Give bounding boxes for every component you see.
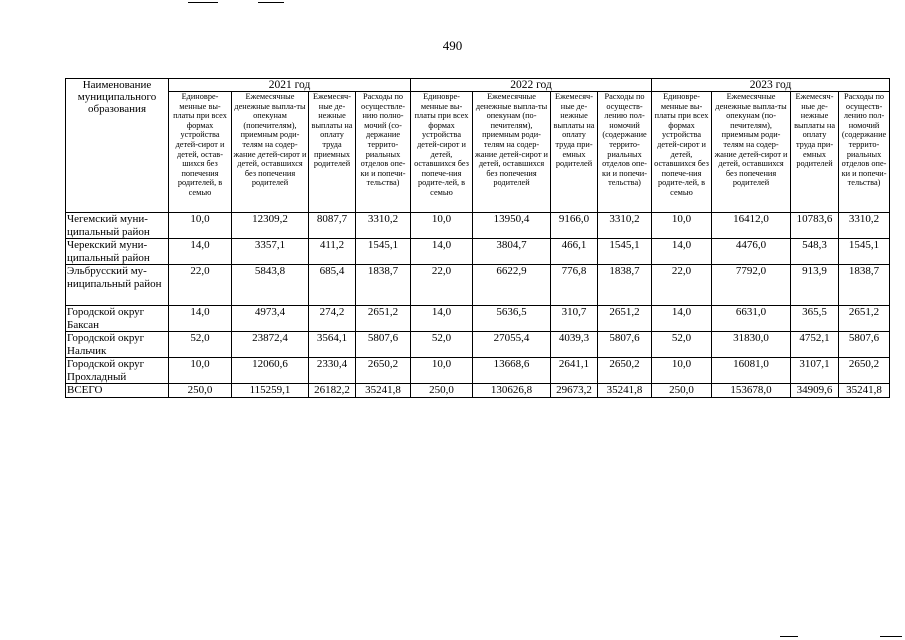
value-cell: 5636,5 bbox=[473, 306, 551, 332]
value-cell: 35241,8 bbox=[598, 384, 652, 398]
column-header: Ежемесяч-ные де-нежные выплаты на оплату труда при-емных родителей bbox=[551, 92, 598, 213]
value-cell: 22,0 bbox=[652, 265, 712, 306]
value-cell: 4039,3 bbox=[551, 332, 598, 358]
value-cell: 22,0 bbox=[411, 265, 473, 306]
page-number: 490 bbox=[442, 38, 463, 53]
column-header: Ежемесячные денежные выпла-ты опекунам (по-печителям), приемным роди-телям на содер-жание детей-сирот и детей, оставшихся без попечения родителей bbox=[712, 92, 791, 213]
value-cell: 52,0 bbox=[652, 332, 712, 358]
value-cell: 8087,7 bbox=[309, 213, 356, 239]
table-row bbox=[66, 213, 890, 239]
value-cell: 2641,1 bbox=[551, 358, 598, 384]
municipality-name-cell: Чегемский муни-ципальный район bbox=[66, 213, 169, 239]
table-body bbox=[66, 213, 890, 398]
value-cell: 3310,2 bbox=[839, 213, 890, 239]
value-cell: 10,0 bbox=[411, 358, 473, 384]
budget-table bbox=[65, 78, 890, 398]
value-cell: 9166,0 bbox=[551, 213, 598, 239]
value-cell: 250,0 bbox=[411, 384, 473, 398]
value-cell: 913,9 bbox=[791, 265, 839, 306]
value-cell: 3107,1 bbox=[791, 358, 839, 384]
value-cell: 10783,6 bbox=[791, 213, 839, 239]
value-cell: 6631,0 bbox=[712, 306, 791, 332]
value-cell: 130626,8 bbox=[473, 384, 551, 398]
value-cell: 548,3 bbox=[791, 239, 839, 265]
table-row bbox=[66, 358, 890, 384]
value-cell: 13668,6 bbox=[473, 358, 551, 384]
municipality-name-cell: Эльбрусский му-ниципальный район bbox=[66, 265, 169, 306]
value-cell: 115259,1 bbox=[232, 384, 309, 398]
column-header: Единовре-менные вы-платы при всех формах устройства детей-сирот и детей, остав-шихся без попечения родителей, в семью bbox=[169, 92, 232, 213]
municipality-name-cell: Городской округ Прохладный bbox=[66, 358, 169, 384]
municipality-name-cell: ВСЕГО bbox=[66, 384, 169, 398]
value-cell: 14,0 bbox=[411, 239, 473, 265]
value-cell: 23872,4 bbox=[232, 332, 309, 358]
value-cell: 2651,2 bbox=[839, 306, 890, 332]
value-cell: 5807,6 bbox=[356, 332, 411, 358]
value-cell: 10,0 bbox=[652, 358, 712, 384]
value-cell: 153678,0 bbox=[712, 384, 791, 398]
value-cell: 1545,1 bbox=[598, 239, 652, 265]
value-cell: 35241,8 bbox=[356, 384, 411, 398]
value-cell: 35241,8 bbox=[839, 384, 890, 398]
value-cell: 14,0 bbox=[652, 239, 712, 265]
value-cell: 5807,6 bbox=[598, 332, 652, 358]
table-row bbox=[66, 384, 890, 398]
value-cell: 52,0 bbox=[411, 332, 473, 358]
value-cell: 13950,4 bbox=[473, 213, 551, 239]
value-cell: 776,8 bbox=[551, 265, 598, 306]
column-header: Единовре-менные вы-платы при всех формах устройства детей-сирот и детей, оставшихся без попече-ния родите-лей, в семью bbox=[652, 92, 712, 213]
value-cell: 4973,4 bbox=[232, 306, 309, 332]
value-cell: 10,0 bbox=[652, 213, 712, 239]
value-cell: 22,0 bbox=[169, 265, 232, 306]
value-cell: 16081,0 bbox=[712, 358, 791, 384]
value-cell: 274,2 bbox=[309, 306, 356, 332]
table-row bbox=[66, 239, 890, 265]
value-cell: 3804,7 bbox=[473, 239, 551, 265]
column-header: Расходы по осуществ-лению пол-номочий (содержание террито-риальных отделов опе-ки и попечи-тельства) bbox=[839, 92, 890, 213]
value-cell: 5843,8 bbox=[232, 265, 309, 306]
value-cell: 14,0 bbox=[169, 306, 232, 332]
column-header: Расходы по осуществле-нию полно-мочий (со-держание террито-риальных отделов опе-ки и попечи-тельства) bbox=[356, 92, 411, 213]
value-cell: 26182,2 bbox=[309, 384, 356, 398]
value-cell: 3564,1 bbox=[309, 332, 356, 358]
column-header: Единовре-менные вы-платы при всех формах устройства детей-сирот и детей, оставшихся без попече-ния родите-лей, в семью bbox=[411, 92, 473, 213]
value-cell: 12309,2 bbox=[232, 213, 309, 239]
scan-mark bbox=[880, 636, 902, 637]
value-cell: 4752,1 bbox=[791, 332, 839, 358]
column-header: Расходы по осуществ-лению пол-номочий (содержание террито-риальных отделов опе-ки и попечи-тельства) bbox=[598, 92, 652, 213]
value-cell: 1838,7 bbox=[598, 265, 652, 306]
value-cell: 411,2 bbox=[309, 239, 356, 265]
scan-mark bbox=[188, 2, 218, 3]
value-cell: 29673,2 bbox=[551, 384, 598, 398]
value-cell: 2651,2 bbox=[598, 306, 652, 332]
value-cell: 10,0 bbox=[169, 358, 232, 384]
value-cell: 34909,6 bbox=[791, 384, 839, 398]
scan-mark bbox=[780, 636, 798, 637]
table-row bbox=[66, 306, 890, 332]
value-cell: 2651,2 bbox=[356, 306, 411, 332]
value-cell: 310,7 bbox=[551, 306, 598, 332]
value-cell: 250,0 bbox=[652, 384, 712, 398]
value-cell: 10,0 bbox=[411, 213, 473, 239]
column-header-row bbox=[66, 92, 890, 213]
column-header: Ежемесяч-ные де-нежные выплаты на оплату труда при-емных родителей bbox=[791, 92, 839, 213]
value-cell: 1838,7 bbox=[839, 265, 890, 306]
value-cell: 14,0 bbox=[411, 306, 473, 332]
value-cell: 27055,4 bbox=[473, 332, 551, 358]
value-cell: 10,0 bbox=[169, 213, 232, 239]
value-cell: 14,0 bbox=[169, 239, 232, 265]
value-cell: 2650,2 bbox=[839, 358, 890, 384]
value-cell: 5807,6 bbox=[839, 332, 890, 358]
year-header-2021: 2021 год bbox=[169, 79, 411, 92]
municipality-name-cell: Черекский муни-ципальный район bbox=[66, 239, 169, 265]
value-cell: 3310,2 bbox=[598, 213, 652, 239]
value-cell: 52,0 bbox=[169, 332, 232, 358]
value-cell: 3310,2 bbox=[356, 213, 411, 239]
table-row bbox=[66, 265, 890, 306]
value-cell: 2650,2 bbox=[356, 358, 411, 384]
value-cell: 14,0 bbox=[652, 306, 712, 332]
year-header-2022: 2022 год bbox=[411, 79, 652, 92]
value-cell: 365,5 bbox=[791, 306, 839, 332]
value-cell: 12060,6 bbox=[232, 358, 309, 384]
municipality-name-cell: Городской округ Баксан bbox=[66, 306, 169, 332]
value-cell: 7792,0 bbox=[712, 265, 791, 306]
value-cell: 1838,7 bbox=[356, 265, 411, 306]
column-header: Ежемесяч-ные де-нежные выплаты на оплату труда приемных родителей bbox=[309, 92, 356, 213]
column-header: Ежемесячные денежные выпла-ты опекунам (попечителям), приемным роди-телям на содер-жание детей-сирот и детей, оставшихся без попечения родителей bbox=[232, 92, 309, 213]
value-cell: 250,0 bbox=[169, 384, 232, 398]
table-row bbox=[66, 332, 890, 358]
municipality-column-header: Наименование муниципального образования bbox=[66, 79, 169, 213]
value-cell: 2650,2 bbox=[598, 358, 652, 384]
value-cell: 4476,0 bbox=[712, 239, 791, 265]
municipality-name-cell: Городской округ Нальчик bbox=[66, 332, 169, 358]
value-cell: 1545,1 bbox=[356, 239, 411, 265]
year-header-2023: 2023 год bbox=[652, 79, 890, 92]
value-cell: 16412,0 bbox=[712, 213, 791, 239]
value-cell: 466,1 bbox=[551, 239, 598, 265]
column-header: Ежемесячные денежные выпла-ты опекунам (по-печителям), приемным роди-телям на содер-жание детей-сирот и детей, оставшихся без попечения родителей bbox=[473, 92, 551, 213]
value-cell: 3357,1 bbox=[232, 239, 309, 265]
value-cell: 6622,9 bbox=[473, 265, 551, 306]
value-cell: 2330,4 bbox=[309, 358, 356, 384]
scan-mark bbox=[258, 2, 284, 3]
value-cell: 685,4 bbox=[309, 265, 356, 306]
value-cell: 31830,0 bbox=[712, 332, 791, 358]
year-header-row bbox=[66, 79, 890, 92]
value-cell: 1545,1 bbox=[839, 239, 890, 265]
